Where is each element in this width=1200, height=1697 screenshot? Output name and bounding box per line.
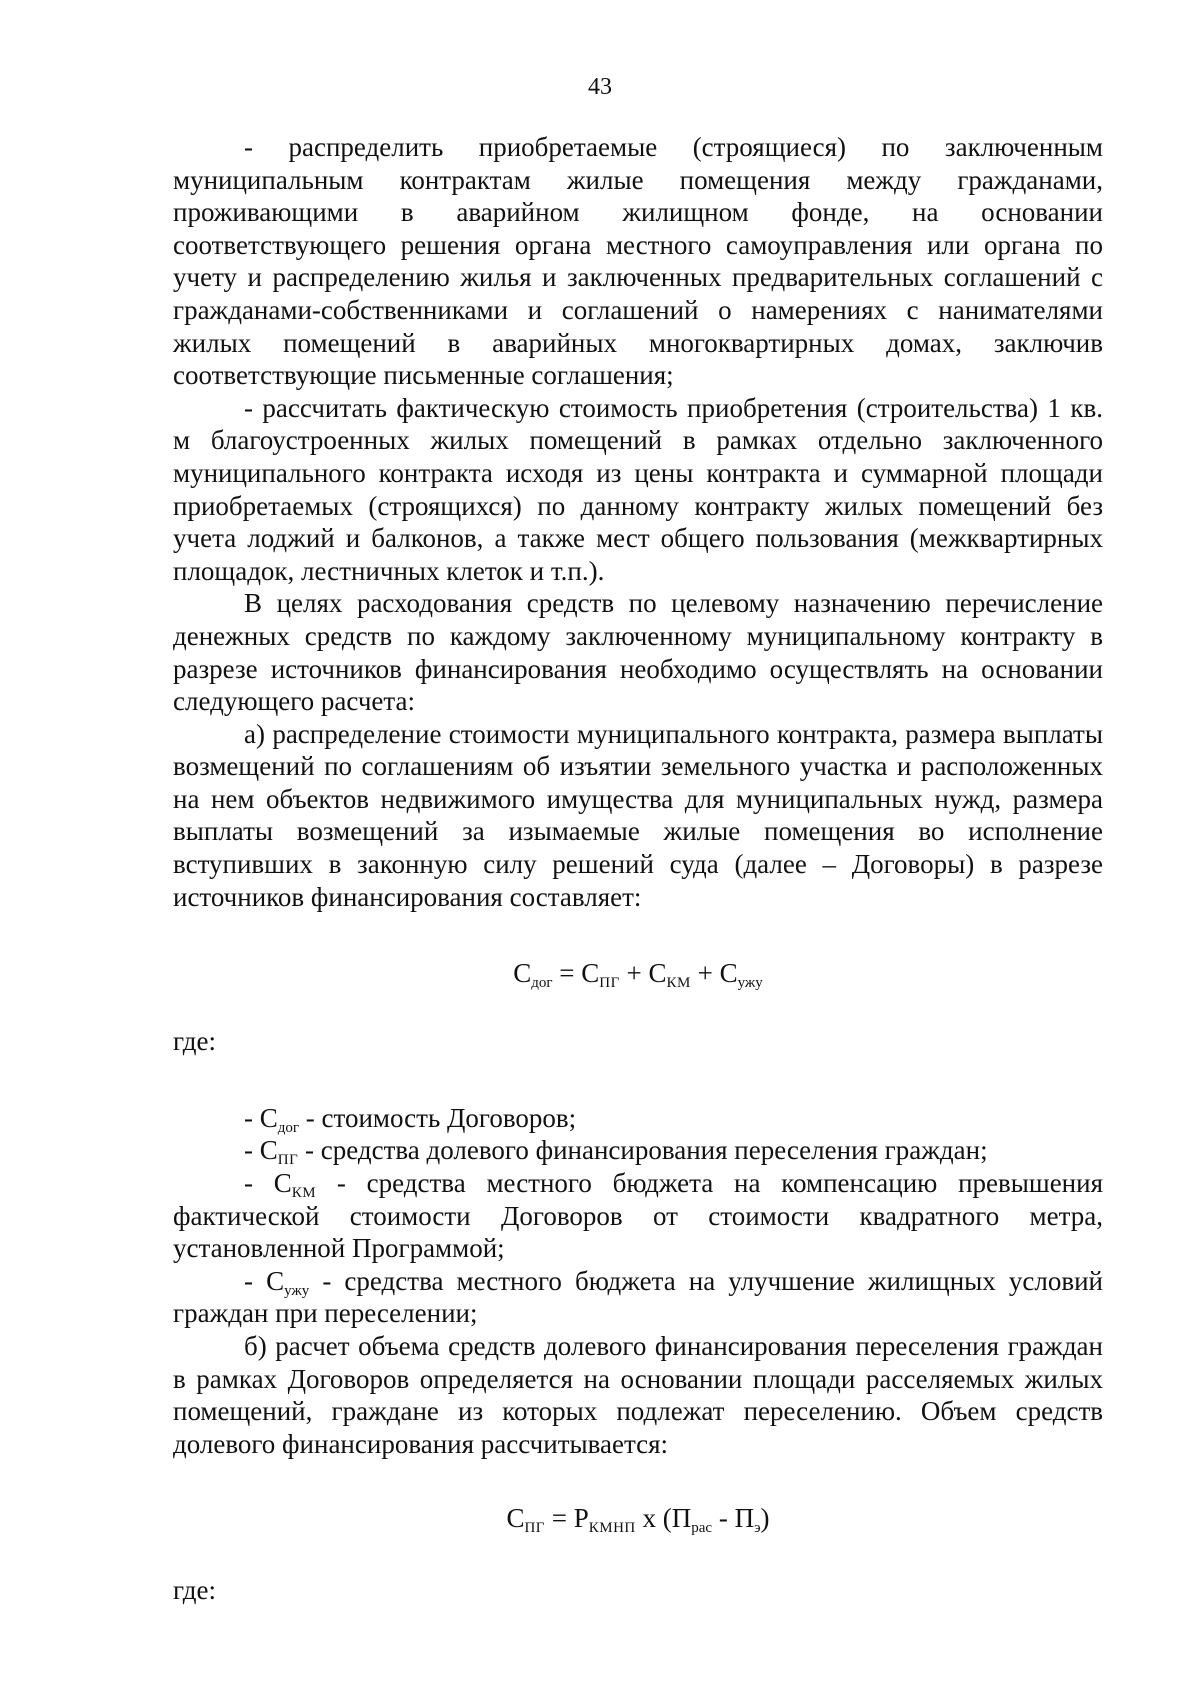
definition-item: - $С_{КМ}$ - средства местного бюджета на компенсацию превышения фактической стоимости Договоров от стоимости квадратного метра, установленной Программой; bbox=[173, 1168, 1103, 1264]
formula-contract-cost: $С_{дог} = С_{ПГ} + С_{КМ} + С_{ужу}$ bbox=[513, 958, 763, 992]
definition-item: - $С_{ПГ}$ - средства долевого финансирования переселения граждан; bbox=[244, 1135, 988, 1169]
where-label-2: где: bbox=[173, 1575, 216, 1606]
page-number: 43 bbox=[588, 74, 612, 100]
paragraph-purpose: В целях расходования средств по целевому назначению перечисление денежных средств по каждому заключенному муниципальному контракту в разрезе источников финансирования необходимо осуществлять на основании следующего расчета: bbox=[173, 588, 1103, 717]
definition-item: - $С_{ужу}$ - средства местного бюджета на улучшение жилищных условий граждан при переселении; bbox=[173, 1265, 1104, 1329]
paragraph-calculate-cost: - рассчитать фактическую стоимость приобретения (строительства) 1 кв. м благоустроенных жилых помещений в рамках отдельно заключенного муниципального контракта исходя из цены контракта и суммарной площади приобретаемых (строящихся) по данному контракту жилых помещений без учета лоджий и балконов, а также мест общего пользования (межквартирных площадок, лестничных клеток и т.п.). bbox=[173, 392, 1103, 586]
paragraph-distribute: - распределить приобретаемые (строящиеся) по заключенным муниципальным контрактам жилые помещения между гражданами, проживающими в аварийном жилищном фонде, на основании соответствующего решения органа местного самоуправления или органа по учету и распределению жилья и заключенных предварительных соглашений с гражданами-собственниками и соглашений о намерениях с нанимателями жилых помещений в аварийных многоквартирных домах, заключив соответствующие письменные соглашения; bbox=[173, 132, 1103, 391]
definition-item: - $С_{дог}$ - стоимость Договоров; bbox=[244, 1102, 577, 1136]
formula-shared-funding: $С_{ПГ} = Р_{КМНП}$ х $(П_{рас} - П_э)$ bbox=[506, 1503, 770, 1537]
where-label: где: bbox=[173, 1026, 216, 1057]
document-body bbox=[173, 131, 1103, 1607]
paragraph-a-distribution: а) распределение стоимости муниципального контракта, размера выплаты возмещений по соглашениям об изъятии земельного участка и расположенных на нем объектов недвижимого имущества для муниципальных нужд, размера выплаты возмещений за изымаемые жилые помещения во исполнение вступивших в законную силу решений суда (далее – Договоры) в разрезе источников финансирования составляет: bbox=[173, 718, 1103, 912]
paragraph-b-calculation: б) расчет объема средств долевого финансирования переселения граждан в рамках Договоров определяется на основании площади расселяемых жилых помещений, граждане из которых подлежат переселению. Объем средств долевого финансирования рассчитывается: bbox=[173, 1331, 1103, 1459]
